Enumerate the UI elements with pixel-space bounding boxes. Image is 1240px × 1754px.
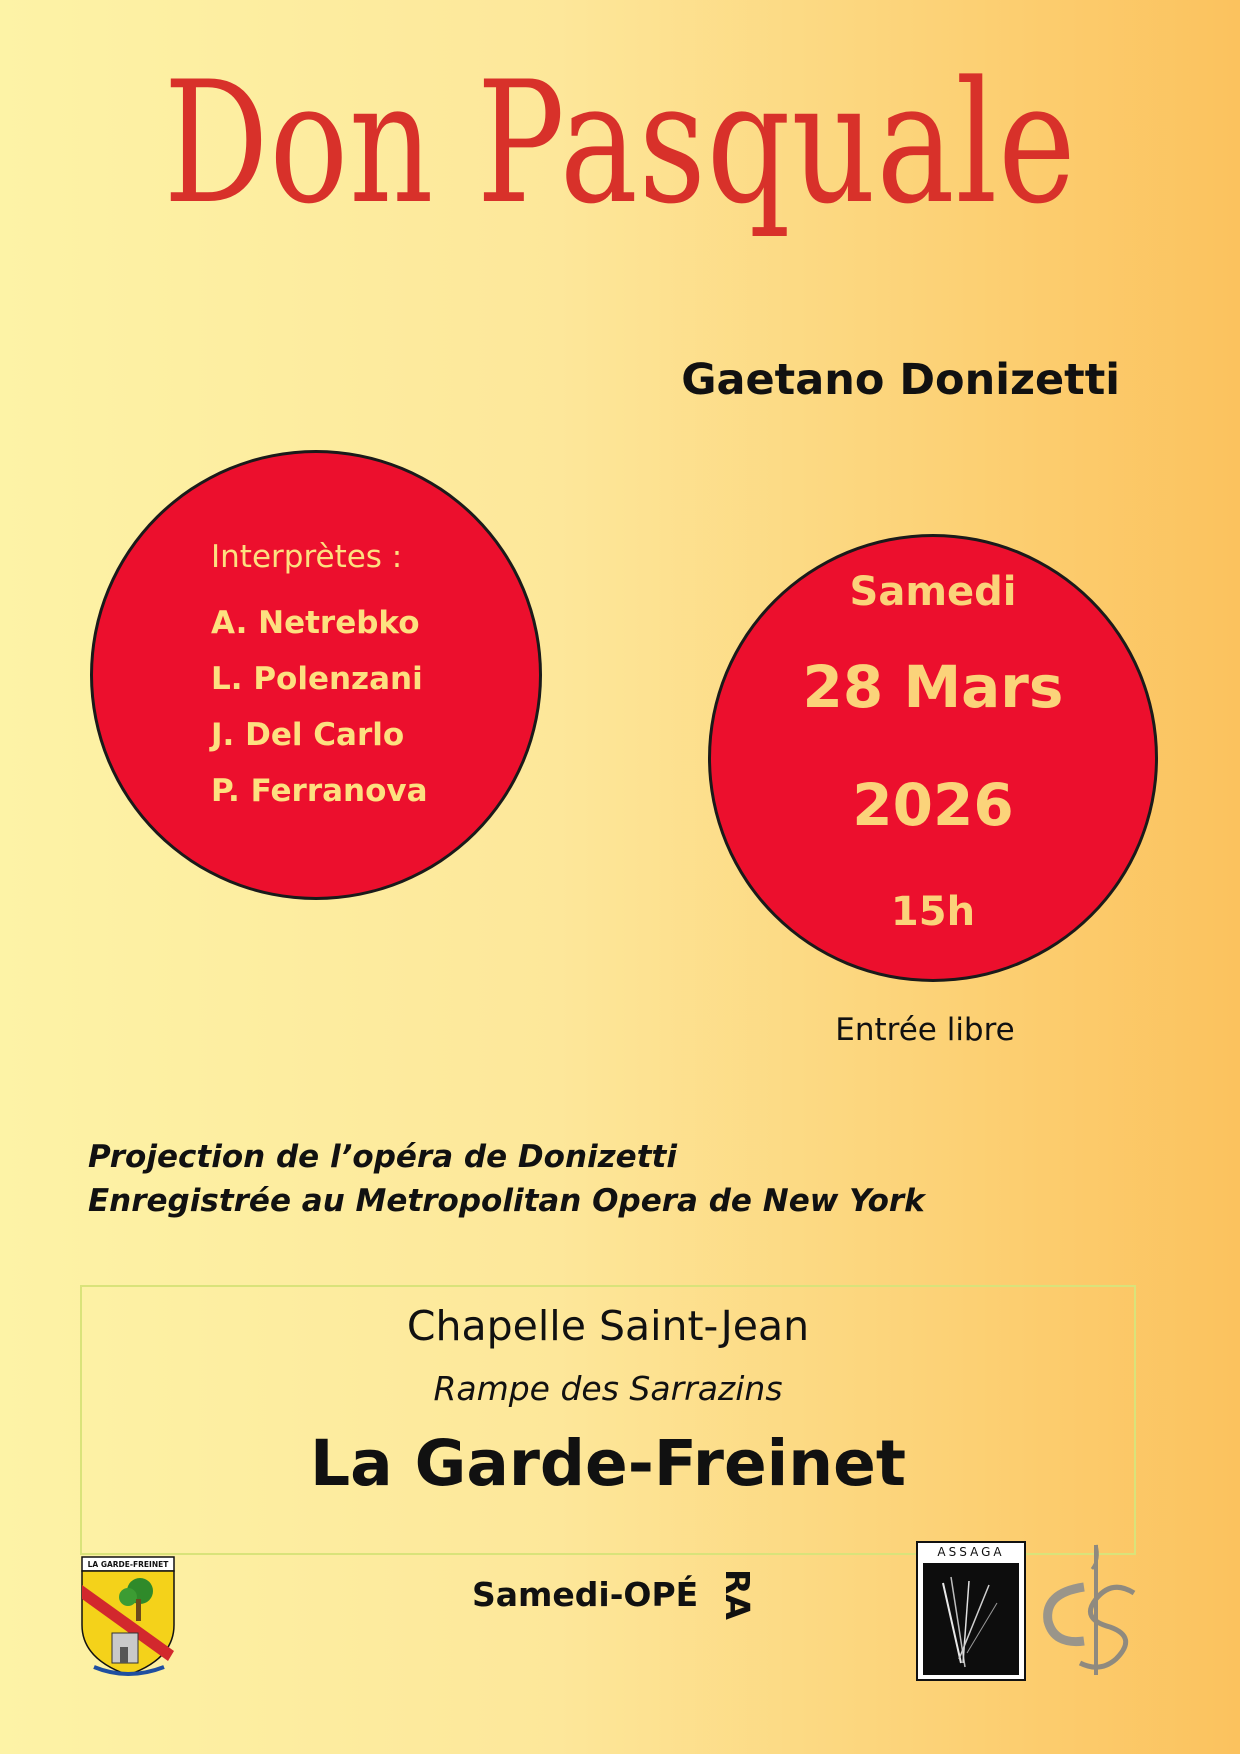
assaga-logo-icon (916, 1541, 1026, 1681)
venue-street: Rampe des Sarrazins (433, 1369, 783, 1408)
venue-town: La Garde-Freinet (310, 1427, 906, 1500)
assaga-art (923, 1563, 1019, 1675)
town-crest-icon (80, 1555, 176, 1677)
performer-item: L. Polenzani (211, 661, 423, 697)
event-time: 15h (890, 889, 976, 935)
projection-text (88, 1135, 925, 1223)
series-rotated-text: RA (718, 1569, 758, 1620)
performer-item: A. Netrebko (211, 605, 420, 641)
series-main-text: Samedi-OPÉ (472, 1575, 699, 1614)
performers-list (211, 603, 428, 827)
series-title (472, 1569, 763, 1620)
monogram-logo-icon (1040, 1535, 1150, 1685)
projection-line-1: Projection de l’opéra de Donizetti (88, 1139, 677, 1175)
performer-item: P. Ferranova (211, 773, 428, 809)
event-date: 28 Mars (802, 653, 1064, 721)
date-circle (708, 534, 1158, 982)
projection-line-2: Enregistrée au Metropolitan Opera de New York (88, 1183, 925, 1219)
assaga-label: ASSAGA (937, 1545, 1005, 1559)
performers-label: Interprètes : (211, 539, 403, 575)
performers-circle (90, 450, 542, 900)
event-year: 2026 (852, 771, 1014, 839)
performer-item: J. Del Carlo (211, 717, 405, 753)
crest-label: LA GARDE-FREINET (87, 1560, 169, 1569)
opera-title: Don Pasquale (163, 45, 1077, 241)
composer-name: Gaetano Donizetti (681, 355, 1120, 405)
venue-box (80, 1285, 1136, 1555)
event-day: Samedi (849, 569, 1017, 615)
entry-note: Entrée libre (835, 1012, 1015, 1048)
venue-name: Chapelle Saint-Jean (406, 1302, 810, 1350)
